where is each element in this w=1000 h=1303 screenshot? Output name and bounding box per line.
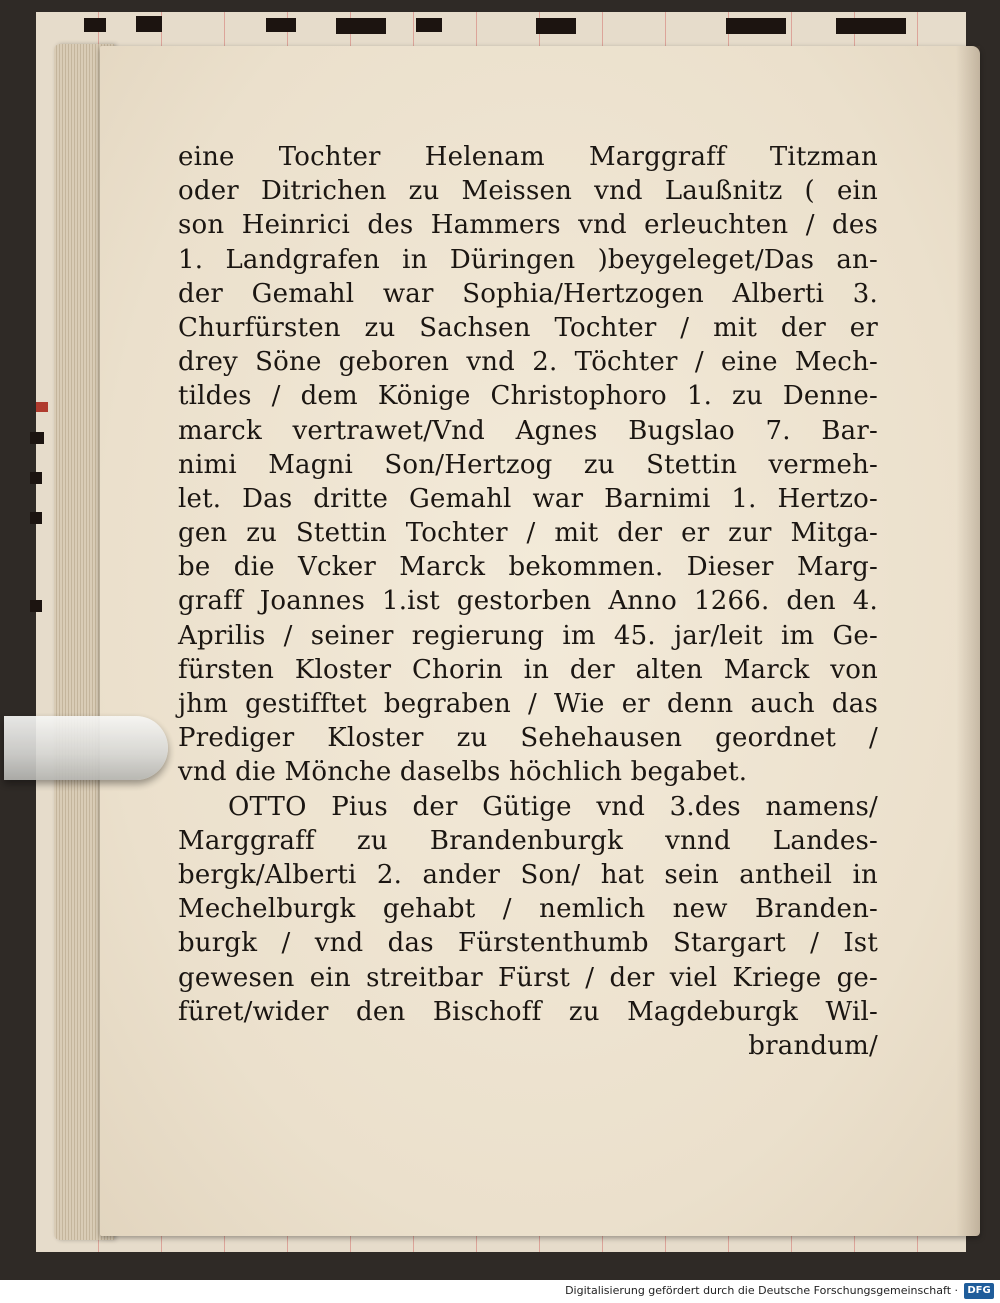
ink-mark [36, 402, 48, 412]
text-line: Marggraff zu Brandenburgk vnnd Landes- [178, 825, 878, 856]
ink-mark [136, 16, 162, 32]
ink-mark [836, 18, 906, 34]
text-line: oder Ditrichen zu Meissen vnd Laußnitz ( ein [178, 176, 878, 207]
ink-mark [30, 512, 42, 524]
text-line: burgk / vnd das Fürstenthumb Stargart / Ist [178, 928, 878, 959]
ink-mark [30, 472, 42, 484]
ink-mark [416, 18, 442, 32]
text-line: gen zu Stettin Tochter / mit der er zur Mitga- [178, 518, 878, 549]
paragraph-start-line: OTTO Pius der Gütige vnd 3.des namens/ [228, 791, 878, 822]
text-line: vnd die Mönche daselbs höchlich begabet. [178, 757, 748, 788]
ink-mark [726, 18, 786, 34]
text-line: 1. Landgrafen in Düringen )beygeleget/Das an- [178, 244, 878, 275]
ink-mark [266, 18, 296, 32]
text-line: füret/wider den Bischoff zu Magdeburgk Wil- [178, 996, 878, 1027]
text-line: son Heinrici des Hammers vnd erleuchten / des [178, 210, 878, 241]
page-clip [4, 716, 168, 780]
ink-mark [336, 18, 386, 34]
text-line: Prediger Kloster zu Sehehausen geordnet / [178, 723, 878, 754]
dfg-logo-icon: DFG [964, 1283, 994, 1299]
text-line: Churfürsten zu Sachsen Tochter / mit der er [178, 312, 878, 343]
ink-mark [536, 18, 576, 34]
text-line: gewesen ein streitbar Fürst / der viel Kriege ge- [178, 962, 878, 993]
ink-mark [30, 600, 42, 612]
catchword: brandum/ [748, 1030, 878, 1061]
footer-bar [0, 1280, 1000, 1303]
text-line: eine Tochter Helenam Marggraff Titzman [178, 142, 878, 172]
text-line: Mechelburgk gehabt / nemlich new Branden- [178, 894, 878, 925]
text-line: der Gemahl war Sophia/Hertzogen Alberti 3. [178, 278, 878, 309]
text-line: nimi Magni Son/Hertzog zu Stettin vermeh- [178, 449, 878, 480]
text-line: be die Vcker Marck bekommen. Dieser Marg- [178, 552, 878, 583]
body-text [178, 140, 878, 1063]
page-gutter-shadow [956, 46, 980, 1236]
ink-mark [30, 432, 44, 444]
text-line: graff Joannes 1.ist gestorben Anno 1266. den 4. [178, 586, 878, 617]
text-line: fürsten Kloster Chorin in der alten Marck von [178, 654, 878, 685]
text-line: Aprilis / seiner regierung im 45. jar/leit im Ge- [178, 620, 878, 651]
text-line: bergk/Alberti 2. ander Son/ hat sein antheil in [178, 859, 878, 890]
funding-credit: Digitalisierung gefördert durch die Deutsche Forschungsgemeinschaft · [565, 1284, 958, 1297]
text-line: jhm gestifftet begraben / Wie er denn auch das [178, 689, 878, 719]
text-line: marck vertrawet/Vnd Agnes Bugslao 7. Bar- [178, 415, 878, 446]
text-line: let. Das dritte Gemahl war Barnimi 1. Hertzo- [178, 483, 878, 514]
ink-mark [84, 18, 106, 32]
text-line: tildes / dem Könige Christophoro 1. zu Denne- [178, 381, 878, 412]
text-line: drey Söne geboren vnd 2. Töchter / eine Mech- [178, 347, 878, 378]
